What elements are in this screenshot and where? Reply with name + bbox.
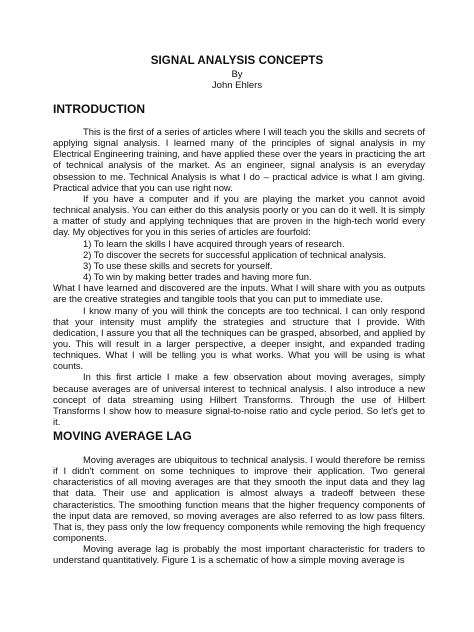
objectives-list [53, 238, 425, 283]
list-item: 4) To win by making better trades and having more fun. [83, 271, 312, 283]
list-item: 1) To learn the skills I have acquired through years of research. [83, 237, 345, 249]
paragraph: I know many of you will think the concepts are too technical. I can only respond that your intensity must amplify the strategies and structure that I provide. With dedication, I assure you that all the techniques can be grasped, absorbed, and applied by you. This will result in a larger perspective, a deeper insight, and expanded trading techniques. What I will be telling you is what works. What you will be using is what counts. [53, 304, 425, 372]
byline-label: By [231, 69, 243, 80]
paragraph: If you have a computer and if you are playing the market you cannot avoid technical analysis. You can either do this analysis poorly or you can do it well. It is simply a matter of study and applying techniques that are proven in the high-tech world every day. My objectives for you in this series of articles are fourfold: [53, 192, 425, 238]
moving-average-body [53, 454, 425, 566]
section-heading-introduction: INTRODUCTION [53, 102, 145, 116]
paragraph: What I have learned and discovered are the inputs. What I will share with you as outputs are the creative strategies and tangible tools that you can put to immediate use. [53, 282, 425, 305]
section-heading-moving-average-lag: MOVING AVERAGE LAG [53, 429, 192, 443]
document-title: SIGNAL ANALYSIS CONCEPTS [150, 55, 324, 67]
paragraph: Moving averages are ubiquitous to technical analysis. I would therefore be remiss if I didn't comment on some techniques to improve their application. Two general characteristics of all moving averages are that they smooth the input data and they lag that data. Their use and application is almost always a tradeoff between these characteristics. The smoothing function means that the higher frequency components of the input data are removed, so moving averages are also referred to as low pass filters. That is, they pass only the low frequency components while removing the high frequency components. [53, 454, 425, 544]
paragraph: This is the first of a series of articles where I will teach you the skills and secrets of applying signal analysis. I learned many of the principles of signal analysis in my Electrical Engineering training, and have applied these over the years in practicing the art of technical analysis of the market. As an engineer, signal analysis is an everyday obsession to me. Technical Analysis is what I do – practical advice is what I am giving. Practical advice that you can use right now. [53, 126, 425, 193]
list-item: 3) To use these skills and secrets for yourself. [83, 259, 273, 271]
paragraph: In this first article I make a few observation about moving averages, simply because averages are of universal interest to technical analysis. I also introduce a new concept of data streaming using Hilbert Transforms. Through the use of Hilbert Transforms I show how to measure signal-to-noise ratio and cycle period. So let's get to it. [53, 371, 425, 428]
paragraph: Moving average lag is probably the most important characteristic for traders to understand quantitatively. Figure 1 is a schematic of how a simple moving average is [53, 543, 425, 566]
list-item: 2) To discover the secrets for successful application of technical analysis. [83, 248, 387, 260]
introduction-body [53, 126, 425, 427]
author-name: John Ehlers [211, 80, 263, 91]
